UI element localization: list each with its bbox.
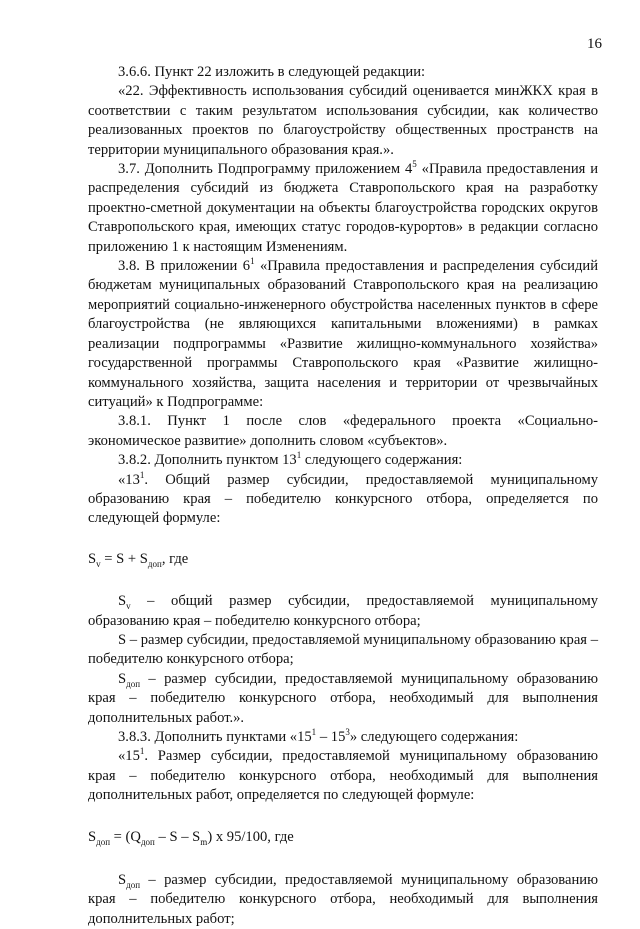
paragraph-3-8-3: 3.8.3. Дополнить пунктами «$15^1 - 15^3$» следующего содержания: [118, 727, 519, 745]
definition-sv: $S_v$ – общий размер субсидии, предоставляемой муниципальному образованию края – победителю конкурсного отбора; [88, 593, 598, 629]
definition-sdop: $S_{доп}$ – размер субсидии, предоставляемой муниципальному образованию края – победителю конкурсного отбора, необходимый для выполнения дополнительных работ.». [88, 670, 598, 726]
paragraph-item-22: «22. Эффективность использования субсидий оценивается минЖКХ края в соответствии с таким результатом использования субсидии, как количество реализованных проектов по благоустройству общественных пространств на территории муниципального образования края.». [88, 83, 598, 158]
document-body [88, 63, 598, 929]
definition-s: S – размер субсидии, предоставляемой муниципальному образованию края – победителю конкурсного отбора; [88, 631, 598, 668]
paragraph-item-13-1: «$13^1$. Общий размер субсидии, предоставляемой муниципальному образованию края – победителю конкурсного отбора, определяется по следующей формуле: [88, 469, 598, 527]
paragraph-3-8-2: 3.8.2. Дополнить пунктом $13^1$ следующего содержания: [118, 450, 463, 469]
paragraph-3-8: 3.8. В приложении $6^1$ «Правила предоставления и распределения субсидий бюджетам муниципальных образований Ставропольского края на реализацию мероприятий социально-инженерного обустройства населенных пунктов в сфере благоустройства (не являющихся капитальными вложениями) в рамках реализации подпрограммы «Развитие жилищно-коммунального хозяйства» государственной программы Ставропольского края «Развитие жилищно-коммунального хозяйства, защита населения и территории от чрезвычайных ситуаций» к Подпрограмме: [88, 256, 598, 410]
paragraph-item-15-1: «$15^1$. Размер субсидии, предоставляемой муниципальному образованию края – победителю конкурсного отбора, необходимый для выполнения дополнительных работ, определяется по следующей формуле: [88, 746, 598, 804]
paragraph-3-7: 3.7. Дополнить Подпрограмму приложением $4^5$ «Правила предоставления и распределения субсидий из бюджета Ставропольского края на разработку проектно-сметной документации на объекты благоустройства городских округов Ставропольского края, имеющих статус городов-курортов» в редакции согласно приложению 1 к настоящим Изменениям. [88, 159, 598, 255]
formula-additional-subsidy: $S_{доп} = (Q_{доп} - S - S_m)$ x 95/100, где [88, 828, 294, 847]
definition-sdop-2: $S_{доп}$ – размер субсидии, предоставляемой муниципальному образованию края – победителю конкурсного отбора, необходимый для выполнения дополнительных работ; [88, 872, 598, 927]
page-number: 16 [587, 36, 602, 52]
paragraph-3-8-1: 3.8.1. Пункт 1 после слов «федерального проекта «Социально-экономическое развитие» дополнить словом «субъектов». [88, 413, 598, 449]
formula-total-subsidy: $S_v = S + S_{доп}$, где [88, 550, 189, 569]
paragraph-3-6-6: 3.6.6. Пункт 22 изложить в следующей редакции: [118, 64, 426, 80]
